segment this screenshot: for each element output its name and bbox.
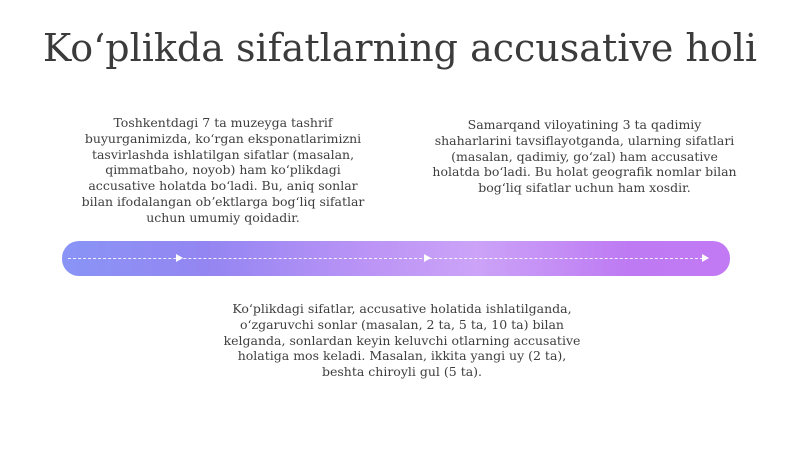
timeline-arrow-icon — [176, 254, 183, 262]
text-block-left: Toshkentdagi 7 ta muzeyga tashrif buyurganimizda, koʻrgan eksponatlarimizni tasvirlashda ishlatilgan sifatlar (masalan, qimmatbaho, noyob) ham koʻplikdagi accusative holatda boʻladi. Bu, aniq sonlar bilan ifodalangan obʼektlarga bogʻliq sifatlar uchun umumiy qoidadir. — [81, 115, 365, 225]
timeline-line — [68, 258, 708, 259]
slide-title: Koʻplikda sifatlarning accusative holi — [42, 26, 758, 71]
text-block-right: Samarqand viloyatining 3 ta qadimiy shaharlarini tavsiflayotganda, ularning sifatlari (masalan, qadimiy, goʻzal) ham accusative holatda boʻladi. Bu holat geografik nomlar bilan bogʻliq sifatlar uchun ham xosdir. — [432, 117, 737, 196]
timeline-arrow-icon — [424, 254, 431, 262]
timeline-arrow-icon — [702, 254, 709, 262]
text-block-bottom: Koʻplikdagi sifatlar, accusative holatida ishlatilganda, oʻzgaruvchi sonlar (masalan, 2 ta, 5 ta, 10 ta) bilan kelganda, sonlardan keyin keluvchi otlarning accusative holatiga mos keladi. Masalan, ikkita yangi uy (2 ta), beshta chiroyli gul (5 ta). — [223, 301, 581, 380]
